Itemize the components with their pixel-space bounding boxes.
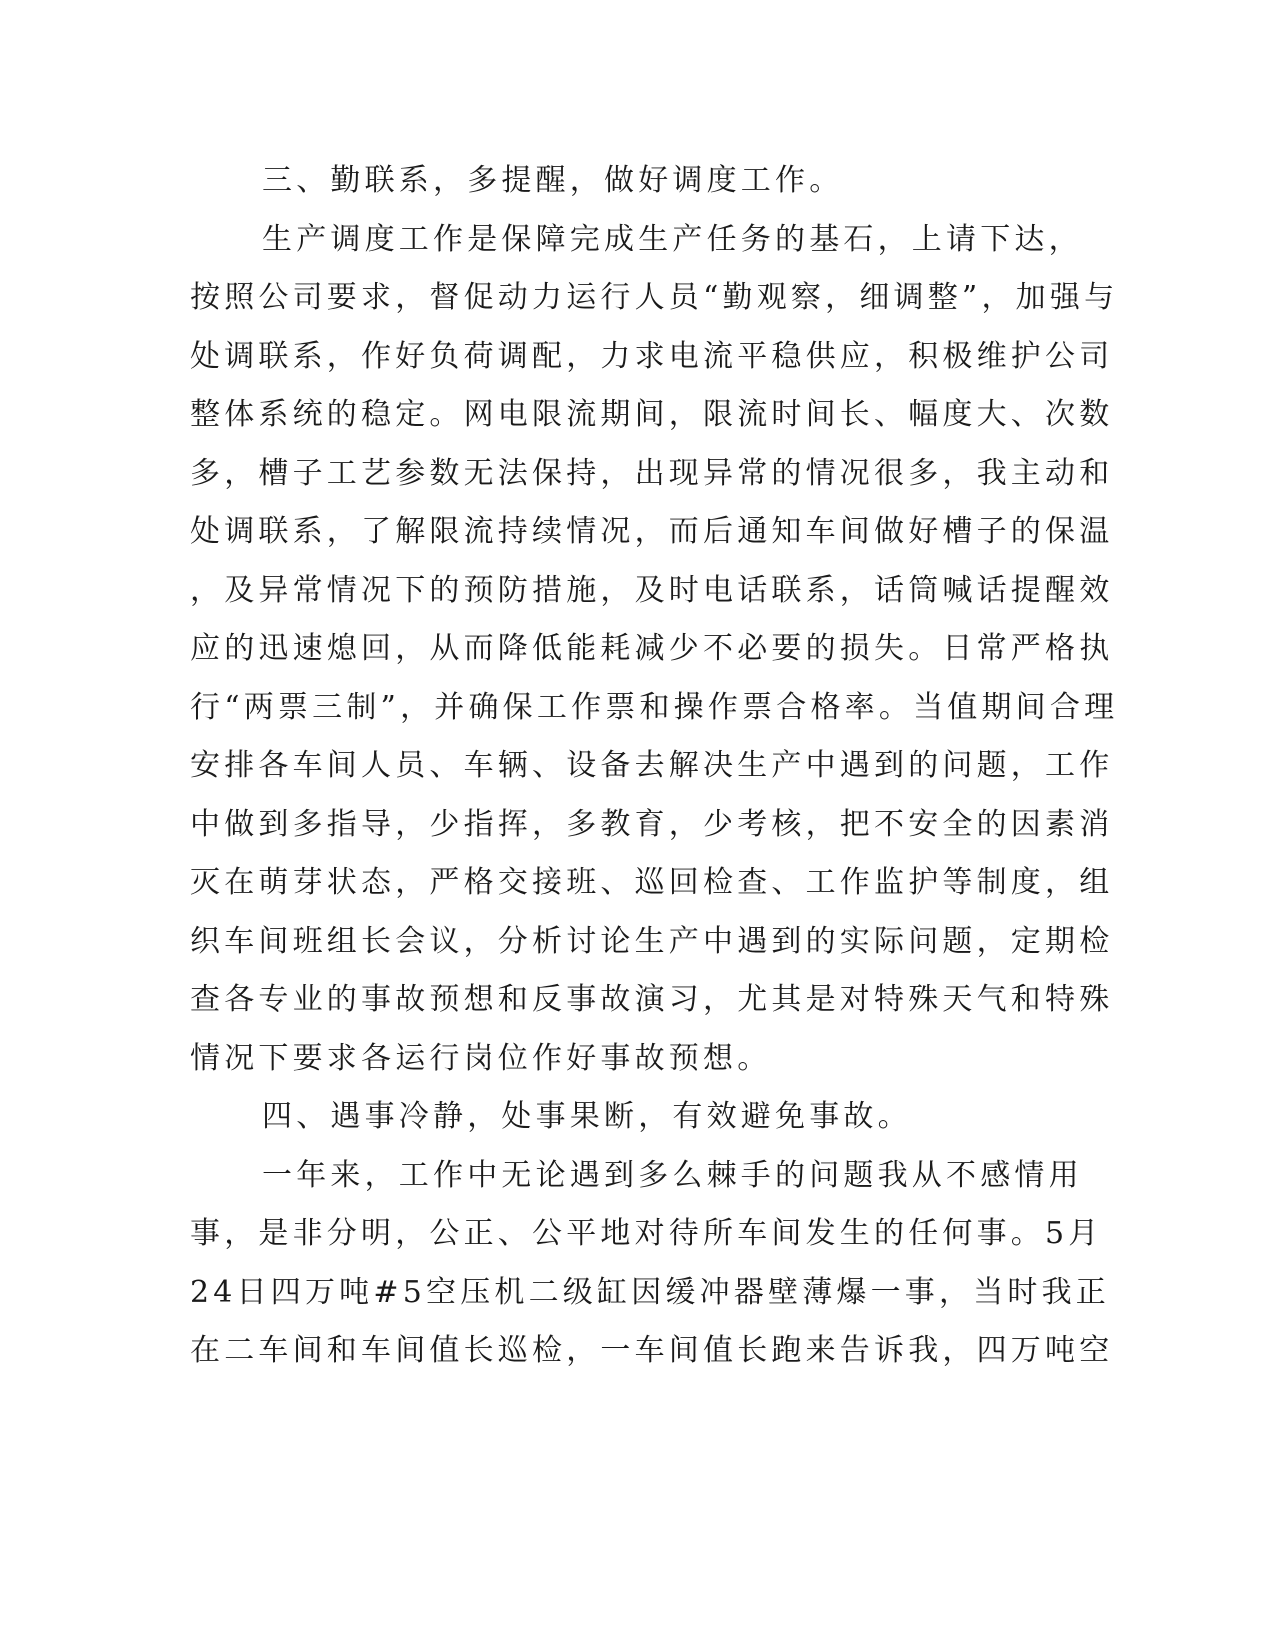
paragraph-line: 安排各车间人员、车辆、设备去解决生产中遇到的问题，工作 — [190, 748, 1114, 783]
paragraph-line: 查各专业的事故预想和反事故演习，尤其是对特殊天气和特殊 — [190, 982, 1114, 1017]
paragraph-line: 处调联系，作好负荷调配，力求电流平稳供应，积极维护公司 — [190, 339, 1114, 374]
paragraph-line: 织车间班组长会议，分析讨论生产中遇到的实际问题，定期检 — [190, 924, 1114, 959]
paragraph-line: 应的迅速熄回，从而降低能耗减少不必要的损失。日常严格执 — [190, 631, 1114, 666]
paragraph-line: 整体系统的稳定。网电限流期间，限流时间长、幅度大、次数 — [190, 397, 1114, 432]
section-heading-4: 四、遇事冷静，处事果断，有效避免事故。 — [262, 1099, 912, 1134]
paragraph-line: 事，是非分明，公正、公平地对待所车间发生的任何事。5月 — [190, 1216, 1103, 1251]
paragraph-line: 灭在萌芽状态，严格交接班、巡回检查、工作监护等制度，组 — [190, 865, 1114, 900]
paragraph-line: 24日四万吨#5空压机二级缸因缓冲器壁薄爆一事，当时我正 — [190, 1275, 1110, 1310]
paragraph-line: 一年来，工作中无论遇到多么棘手的问题我从不感情用 — [262, 1158, 1083, 1193]
paragraph-line: 生产调度工作是保障完成生产任务的基石，上请下达， — [262, 222, 1083, 257]
paragraph-line: 在二车间和车间值长巡检，一车间值长跑来告诉我，四万吨空 — [190, 1333, 1114, 1368]
section-heading-3: 三、勤联系，多提醒，做好调度工作。 — [262, 163, 844, 198]
paragraph-line: 行“两票三制”，并确保工作票和操作票合格率。当值期间合理 — [190, 690, 1119, 725]
paragraph-line: ，及异常情况下的预防措施，及时电话联系，话筒喊话提醒效 — [190, 573, 1114, 608]
paragraph-line: 中做到多指导，少指挥，多教育，少考核，把不安全的因素消 — [190, 807, 1114, 842]
paragraph-line: 情况下要求各运行岗位作好事故预想。 — [190, 1041, 772, 1076]
paragraph-line: 按照公司要求，督促动力运行人员“勤观察，细调整”，加强与 — [190, 280, 1119, 315]
paragraph-line: 多，槽子工艺参数无法保持，出现异常的情况很多，我主动和 — [190, 456, 1114, 491]
paragraph-line: 处调联系，了解限流持续情况，而后通知车间做好槽子的保温 — [190, 514, 1114, 549]
